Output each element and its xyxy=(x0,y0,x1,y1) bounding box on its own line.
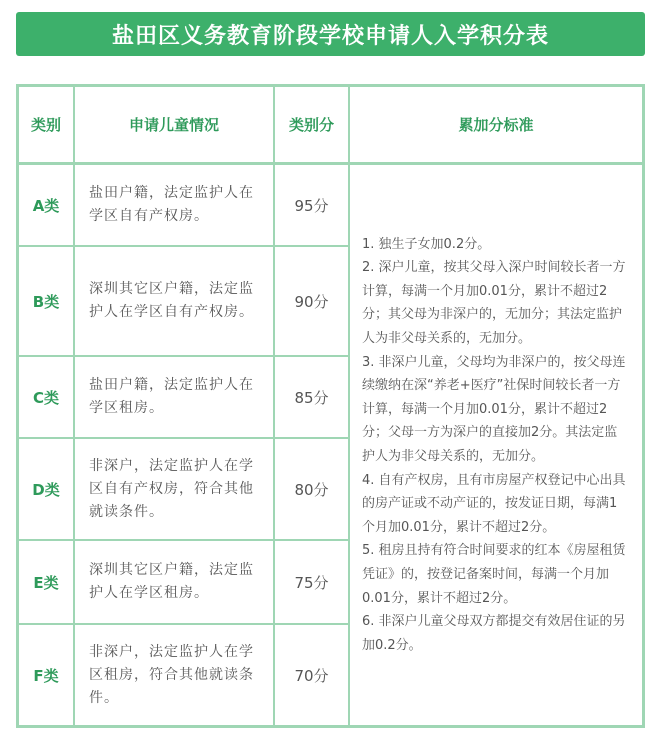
table-row xyxy=(19,541,350,625)
score-table xyxy=(16,84,645,728)
header-situation: 申请儿童情况 xyxy=(75,87,275,162)
situation-cell: 非深户，法定监护人在学区自有产权房，符合其他就读条件。 xyxy=(75,439,275,539)
criteria-item: 1. 独生子女加0.2分。 xyxy=(362,236,491,252)
criteria-item: 3. 非深户儿童，父母均为非深户的，按父母连续缴纳在深“养老+医疗”社保时间较长者一方计算，每满一个月加0.01分，累计不超过2分；父母一方为深户的直接加2分。其法定监护人为非父母关系的，无加分。 xyxy=(362,354,626,464)
situation-cell: 盐田户籍，法定监护人在学区租房。 xyxy=(75,357,275,437)
score-cell: 70分 xyxy=(275,625,350,725)
situation-cell: 深圳其它区户籍，法定监护人在学区自有产权房。 xyxy=(75,247,275,355)
table-row xyxy=(19,165,350,247)
category-cell: B类 xyxy=(19,247,75,355)
category-cell: D类 xyxy=(19,439,75,539)
table-row xyxy=(19,625,350,725)
header-category: 类别 xyxy=(19,87,75,162)
score-cell: 85分 xyxy=(275,357,350,437)
category-cell: F类 xyxy=(19,625,75,725)
bonus-criteria xyxy=(350,165,642,725)
criteria-item: 5. 租房且持有符合时间要求的红本《房屋租赁凭证》的，按登记备案时间，每满一个月加0.01分，累计不超过2分。 xyxy=(362,543,626,606)
criteria-item: 6. 非深户儿童父母双方都提交有效居住证的另加0.2分。 xyxy=(362,614,626,653)
table-row xyxy=(19,357,350,439)
criteria-item: 2. 深户儿童，按其父母入深户时间较长者一方计算，每满一个月加0.01分，累计不超过2分；其父母为非深户的，无加分；其法定监护人为非父母关系的，无加分。 xyxy=(362,260,626,347)
situation-cell: 盐田户籍，法定监护人在学区自有产权房。 xyxy=(75,165,275,245)
header-bonus: 累加分标准 xyxy=(458,116,534,134)
table-row xyxy=(19,439,350,541)
situation-cell: 非深户，法定监护人在学区租房，符合其他就读条件。 xyxy=(75,625,275,725)
category-cell: A类 xyxy=(19,165,75,245)
table-header xyxy=(19,87,642,165)
score-cell: 75分 xyxy=(275,541,350,623)
score-cell: 80分 xyxy=(275,439,350,539)
page-title: 盐田区义务教育阶段学校申请人入学积分表 xyxy=(16,12,645,56)
category-cell: C类 xyxy=(19,357,75,437)
criteria-item: 4. 自有产权房，且有市房屋产权登记中心出具的房产证或不动产证的，按发证日期，每满1个月加0.01分，累计不超过2分。 xyxy=(362,472,626,535)
score-cell: 95分 xyxy=(275,165,350,245)
situation-cell: 深圳其它区户籍，法定监护人在学区租房。 xyxy=(75,541,275,623)
header-score: 类别分 xyxy=(275,87,350,162)
score-cell: 90分 xyxy=(275,247,350,355)
category-cell: E类 xyxy=(19,541,75,623)
table-row xyxy=(19,247,350,357)
